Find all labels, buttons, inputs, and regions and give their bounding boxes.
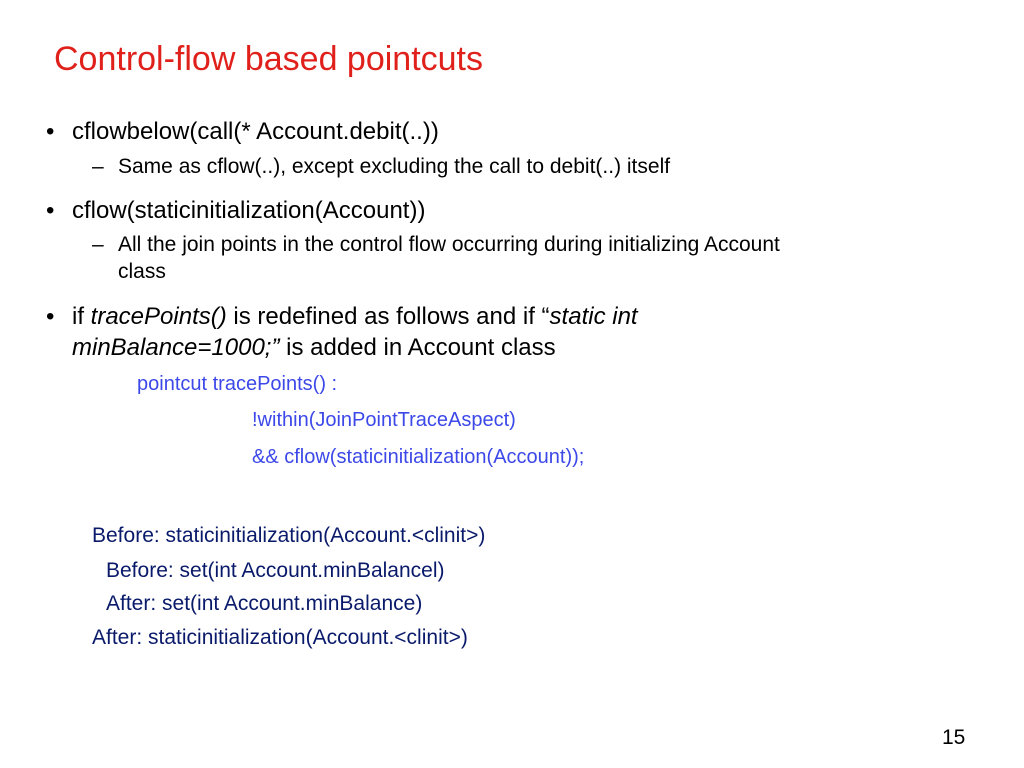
text-run: is redefined as follows and if “ — [226, 303, 550, 330]
bullet-text-cflowbelow: cflowbelow(call(* Account.debit(..)) — [72, 118, 439, 145]
code-line-pointcut: pointcut tracePoints() : — [137, 373, 338, 395]
trace-line: Before: staticinitialization(Account.<clinit>) — [92, 524, 486, 547]
text-run-italic: minBalance=1000;” — [72, 334, 280, 361]
bullet-text-if-line2 — [72, 334, 556, 362]
slide-title: Control-flow based pointcuts — [54, 40, 484, 78]
code-line-within: !within(JoinPointTraceAspect) — [252, 409, 516, 431]
text-run-italic: static int — [549, 303, 638, 330]
sub-bullet-text: All the join points in the control flow occurring during initializing Account — [118, 233, 780, 256]
bullet-text-if-line1 — [72, 303, 638, 331]
sub-bullet-text-continued: class — [118, 260, 166, 283]
dash-marker: – — [92, 233, 104, 256]
text-run-italic: tracePoints() — [90, 303, 227, 330]
trace-line: After: set(int Account.minBalance) — [106, 592, 423, 615]
sub-bullet-text: Same as cflow(..), except excluding the call to debit(..) itself — [118, 155, 671, 178]
dash-marker: – — [92, 155, 104, 178]
trace-line: Before: set(int Account.minBalancel) — [106, 559, 445, 582]
code-line-cflow: && cflow(staticinitialization(Account)); — [252, 446, 585, 468]
trace-line: After: staticinitialization(Account.<clinit>) — [92, 626, 468, 649]
bullet-marker: • — [46, 118, 55, 145]
bullet-marker: • — [46, 303, 55, 330]
text-run: is added in Account class — [279, 334, 556, 361]
bullet-marker: • — [46, 197, 55, 224]
text-run: if — [72, 303, 91, 330]
bullet-text-cflow: cflow(staticinitialization(Account)) — [72, 197, 426, 224]
page-number: 15 — [942, 726, 966, 749]
